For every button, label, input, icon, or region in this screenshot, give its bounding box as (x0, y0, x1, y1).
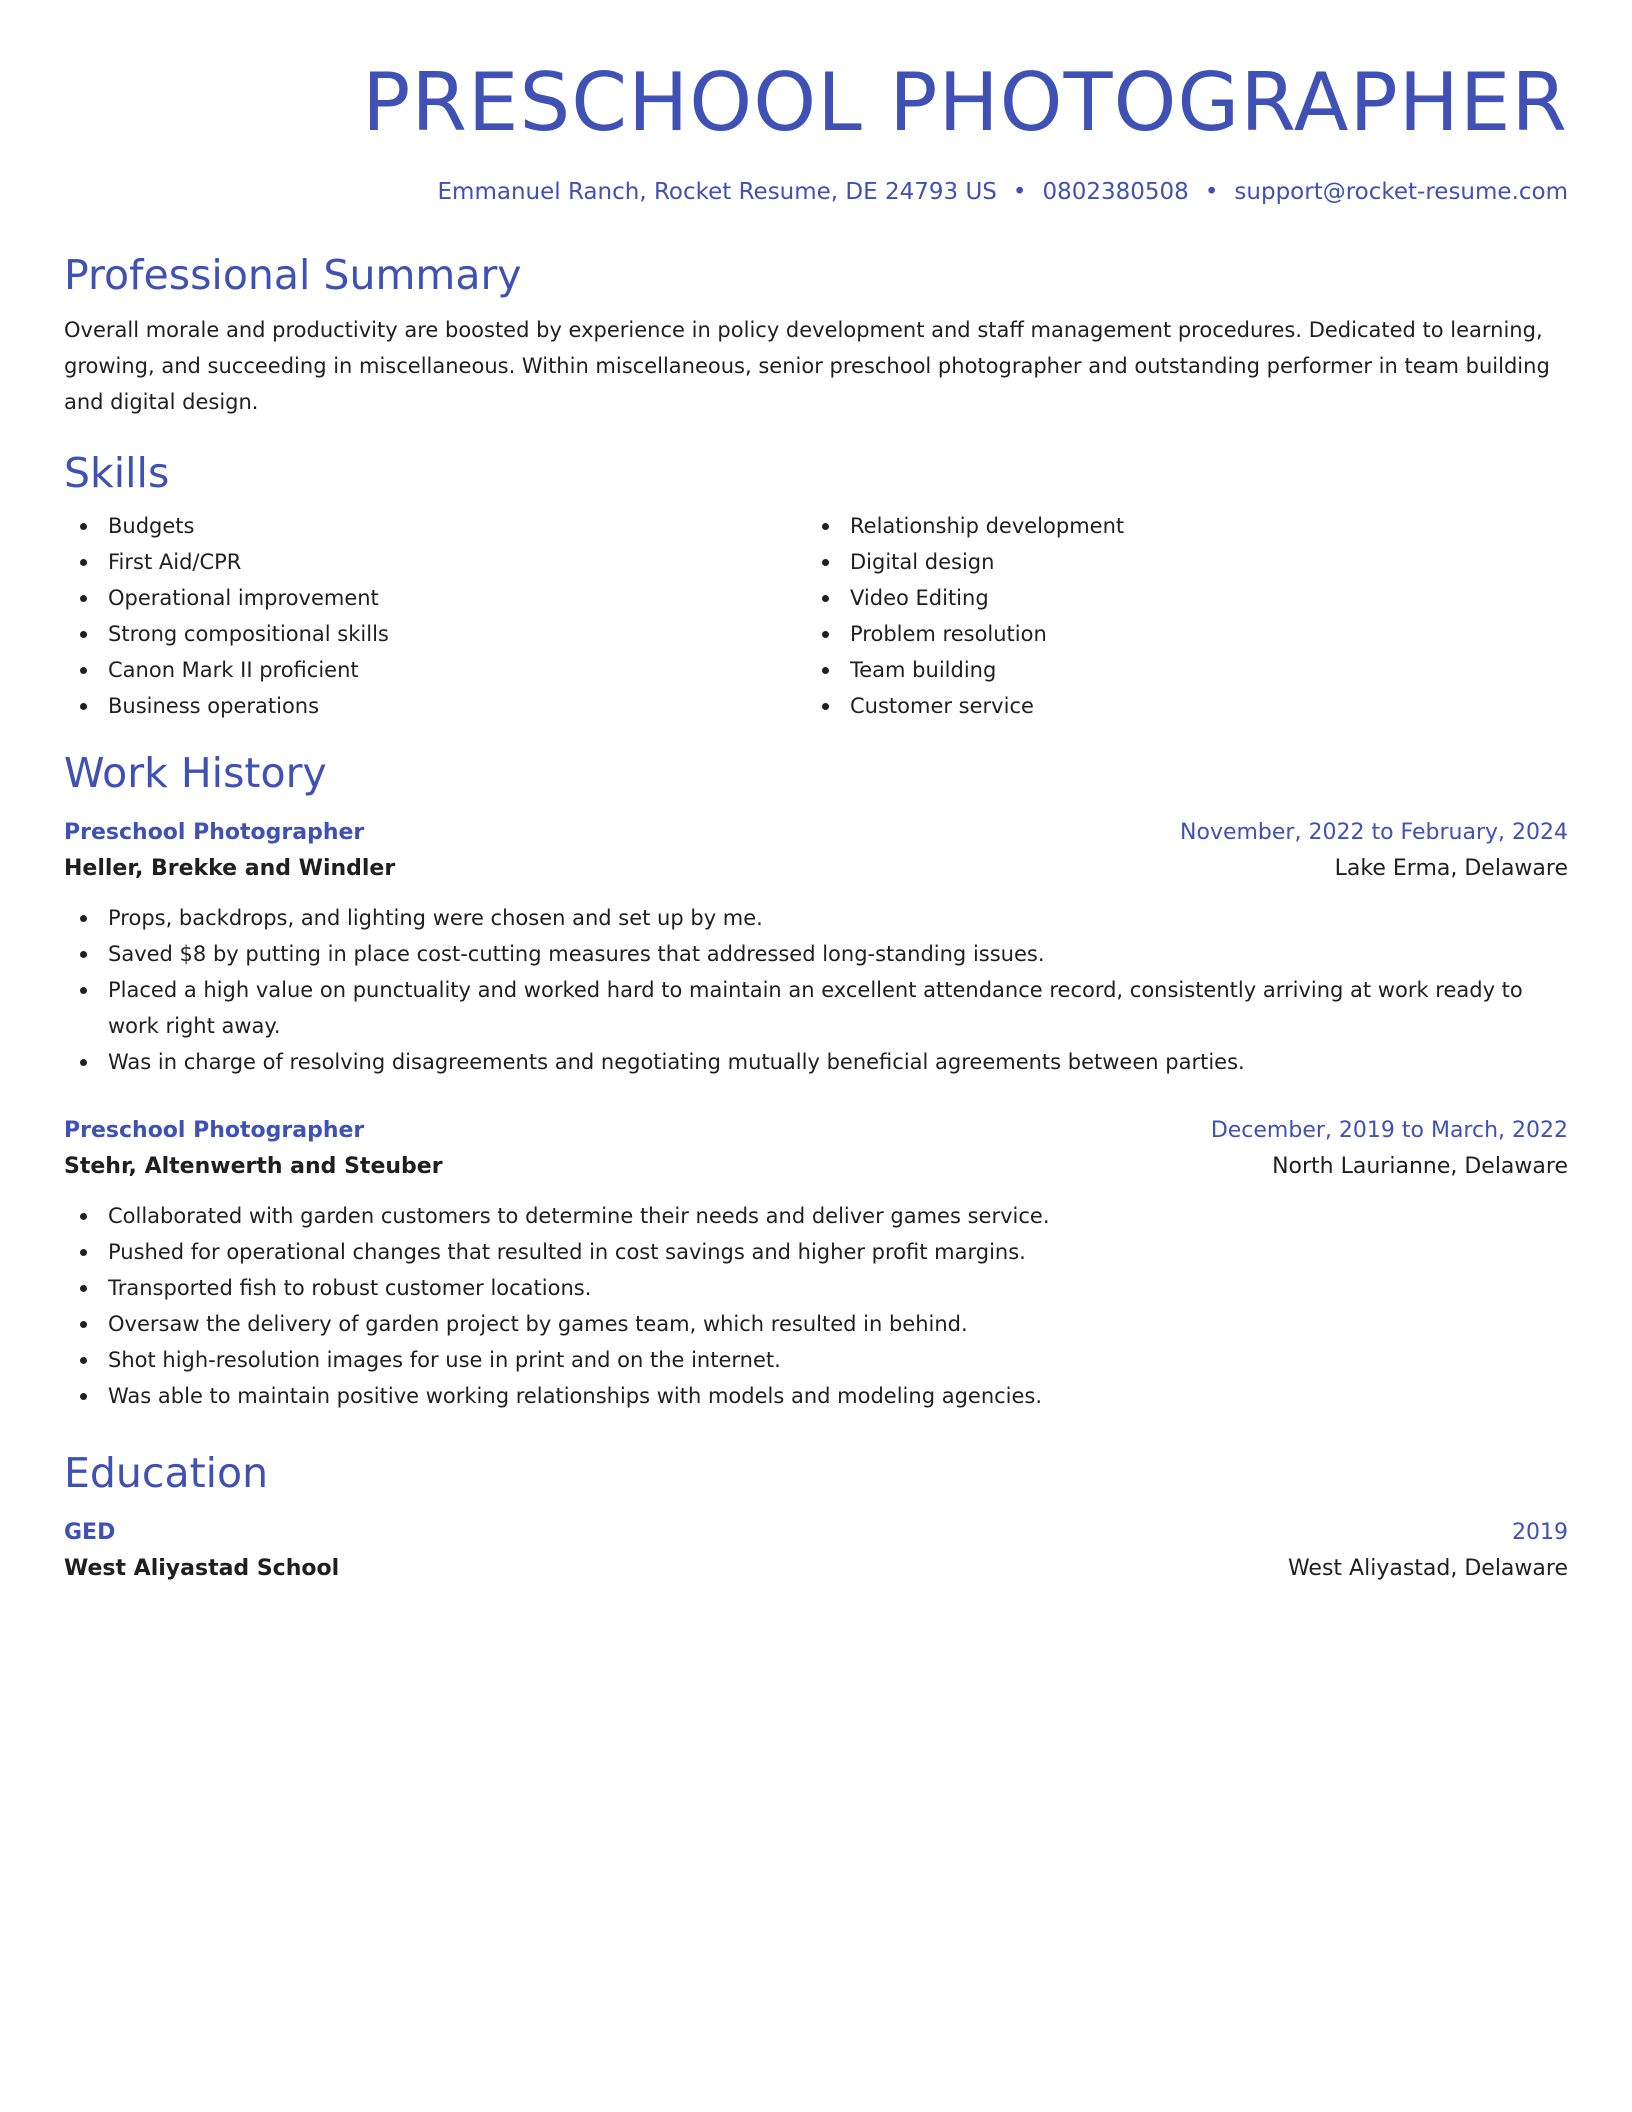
skill-item: Digital design (806, 544, 1548, 580)
skill-item: Business operations (64, 688, 806, 724)
education-entry (64, 1516, 1568, 1588)
education-heading: Education (64, 1449, 269, 1497)
education-school: West Aliyastad School (64, 1556, 340, 1581)
education-school-row (64, 1550, 1568, 1588)
job-bullets (64, 900, 1568, 1080)
work-history-heading: Work History (64, 749, 327, 797)
skills-column-left (64, 508, 806, 724)
skill-item: Customer service (806, 688, 1548, 724)
resume-page (64, 0, 1568, 1588)
contact-separator: • (1204, 179, 1219, 205)
job-title-row (64, 816, 1568, 850)
education-year: 2019 (1512, 1520, 1568, 1545)
job-bullet: Placed a high value on punctuality and worked hard to maintain an excellent attendance record, consistently arriving at work ready to work right away. (64, 972, 1568, 1044)
summary-text: Overall morale and productivity are boosted by experience in policy development and staff management procedures. Dedicated to learning, growing, and succeeding in miscellaneous. Within miscellaneous, senior preschool photographer and outstanding performer in team building and digital design. (64, 318, 1550, 414)
job-bullet: Shot high-resolution images for use in print and on the internet. (64, 1342, 1568, 1378)
contact-line (64, 176, 1568, 208)
summary-heading: Professional Summary (64, 251, 522, 299)
skill-item: Strong compositional skills (64, 616, 806, 652)
skill-item: Video Editing (806, 580, 1548, 616)
job-company: Stehr, Altenwerth and Steuber (64, 1154, 443, 1179)
skill-item: Team building (806, 652, 1548, 688)
skills-heading: Skills (64, 449, 170, 497)
job-bullet: Oversaw the delivery of garden project by games team, which resulted in behind. (64, 1306, 1568, 1342)
skill-item: Canon Mark II proficient (64, 652, 806, 688)
education-degree-row (64, 1516, 1568, 1550)
skill-item: Relationship development (806, 508, 1548, 544)
job-title-row (64, 1114, 1568, 1148)
job-company-row (64, 1148, 1568, 1186)
skill-item: Budgets (64, 508, 806, 544)
skill-item: Problem resolution (806, 616, 1548, 652)
job-bullet: Props, backdrops, and lighting were chosen and set up by me. (64, 900, 1568, 936)
contact-email[interactable]: support@rocket-resume.com (1234, 179, 1568, 205)
job-title: Preschool Photographer (64, 820, 365, 845)
job-dates: November, 2022 to February, 2024 (1180, 820, 1568, 845)
resume-header (64, 58, 1568, 208)
skill-item: Operational improvement (64, 580, 806, 616)
job-company-row (64, 850, 1568, 888)
contact-address: Emmanuel Ranch, Rocket Resume, DE 24793 US (437, 179, 997, 205)
job-bullet: Collaborated with garden customers to determine their needs and deliver games service. (64, 1198, 1568, 1234)
job-location: Lake Erma, Delaware (1334, 856, 1568, 881)
job-location: North Laurianne, Delaware (1272, 1154, 1568, 1179)
skills-column-right (806, 508, 1548, 724)
job-bullet: Transported fish to robust customer locations. (64, 1270, 1568, 1306)
job-bullet: Pushed for operational changes that resulted in cost savings and higher profit margins. (64, 1234, 1568, 1270)
job-company: Heller, Brekke and Windler (64, 856, 396, 881)
contact-separator: • (1012, 179, 1027, 205)
job-entry (64, 1114, 1568, 1414)
job-bullets (64, 1198, 1568, 1414)
job-bullet: Was able to maintain positive working relationships with models and modeling agencies. (64, 1378, 1568, 1414)
job-bullet: Was in charge of resolving disagreements and negotiating mutually beneficial agreements between parties. (64, 1044, 1568, 1080)
education-location: West Aliyastad, Delaware (1287, 1556, 1568, 1581)
skills-list (64, 508, 1568, 724)
job-dates: December, 2019 to March, 2022 (1210, 1118, 1568, 1143)
skill-item: First Aid/CPR (64, 544, 806, 580)
education-degree: GED (64, 1520, 116, 1545)
job-bullet: Saved $8 by putting in place cost-cutting measures that addressed long-standing issues. (64, 936, 1568, 972)
contact-phone: 0802380508 (1042, 179, 1189, 205)
resume-name: PRESCHOOL PHOTOGRAPHER (362, 56, 1568, 149)
job-title: Preschool Photographer (64, 1118, 365, 1143)
job-entry (64, 816, 1568, 1080)
